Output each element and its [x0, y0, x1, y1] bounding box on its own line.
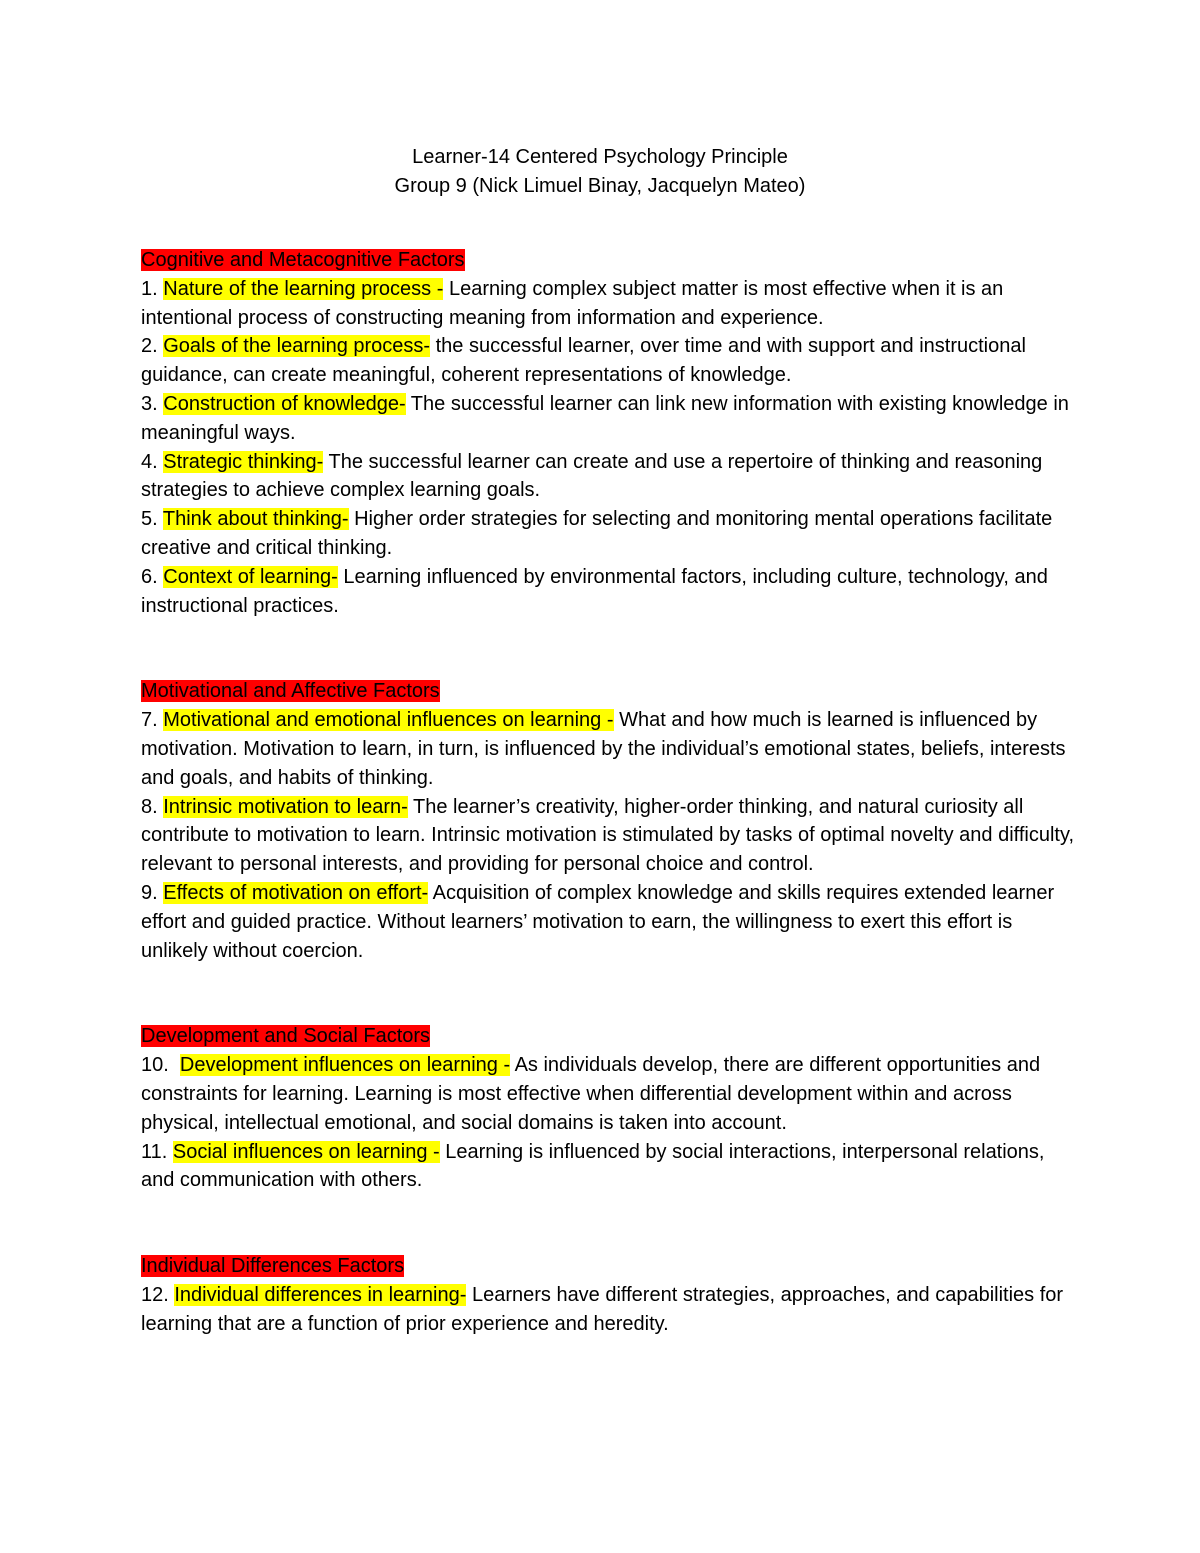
principle-item: [141, 563, 1081, 621]
principle-item: [141, 1281, 1081, 1339]
item-number: 8.: [141, 795, 164, 818]
item-term: Construction of knowledge-: [163, 392, 406, 415]
section-motivational: [141, 677, 1081, 965]
item-text: Higher order strategies for selecting and monitoring mental operations facilitate creative and critical thinking.: [141, 508, 1053, 559]
document-title: Learner-14 Centered Psychology Principle: [412, 146, 788, 168]
item-term: Strategic thinking-: [163, 450, 324, 473]
item-term: Context of learning-: [163, 565, 338, 588]
item-number: 9.: [141, 881, 164, 904]
section-heading: Individual Differences Factors: [141, 1255, 405, 1278]
section-development-social: [141, 1022, 1081, 1195]
principle-item: [141, 1138, 1081, 1196]
item-term: Intrinsic motivation to learn-: [163, 795, 408, 818]
item-term: Think about thinking-: [162, 508, 349, 531]
principle-item: [141, 332, 1081, 390]
item-text: As individuals develop, there are different opportunities and constraints for learning. Learning is most effective when differential development within and across physical, intellectual emotional, and social domains is taken into account.: [141, 1054, 1041, 1134]
item-text: Learning complex subject matter is most effective when it is an intentional process of constructing meaning from information and experience.: [141, 277, 1004, 329]
item-number: 2.: [141, 335, 164, 358]
item-number: 6.: [141, 565, 164, 588]
item-number: 5.: [141, 508, 163, 531]
item-text: Learning influenced by environmental factors, including culture, technology, and instructional practices.: [141, 565, 1048, 617]
item-text: The successful learner can create and use a repertoire of thinking and reasoning strategies to achieve complex learning goals.: [141, 450, 1043, 502]
item-number: 10.: [141, 1054, 180, 1077]
item-term: Nature of the learning process -: [163, 277, 444, 300]
section-heading: Development and Social Factors: [141, 1025, 431, 1048]
item-text: the successful learner, over time and with support and instructional guidance, can create meaningful, coherent representations of knowledge.: [141, 335, 1026, 387]
item-term: Development influences on learning -: [179, 1054, 511, 1077]
item-text: Learners have different strategies, approaches, and capabilities for learning that are a function of prior experience and heredity.: [141, 1283, 1064, 1335]
section-cognitive: [141, 246, 1081, 620]
item-term: Social influences on learning -: [172, 1140, 440, 1163]
principle-item: [141, 706, 1081, 792]
item-number: 11.: [141, 1140, 173, 1163]
principle-item: [141, 275, 1081, 333]
principle-item: [141, 879, 1081, 965]
item-text: The learner’s creativity, higher-order thinking, and natural curiosity all contribute to motivation to learn. Intrinsic motivation is stimulated by tasks of optimal novelty and difficulty, relevant to personal interests, and providing for personal choice and control.: [141, 795, 1075, 876]
principle-item: [141, 1051, 1081, 1137]
item-text: Acquisition of complex knowledge and skills requires extended learner effort and guided practice. Without learners’ motivation to earn, the willingness to exert this effort is unlikely without coercion.: [141, 881, 1055, 962]
item-number: 7.: [141, 709, 164, 732]
section-heading: Motivational and Affective Factors: [141, 680, 440, 703]
item-number: 3.: [141, 392, 164, 415]
item-number: 4.: [141, 450, 164, 473]
document-content: [141, 246, 1081, 1339]
item-text: What and how much is learned is influenced by motivation. Motivation to learn, in turn, is influenced by the individual’s emotional states, beliefs, interests and goals, and habits of thinking.: [141, 709, 1066, 789]
principle-item: [141, 793, 1081, 879]
document-subtitle: Group 9 (Nick Limuel Binay, Jacquelyn Mateo): [394, 175, 806, 197]
item-text: The successful learner can link new information with existing knowledge in meaningful ways.: [141, 392, 1069, 444]
principle-item: [141, 448, 1081, 506]
item-number: 1.: [141, 277, 164, 300]
principle-item: [141, 390, 1081, 448]
item-term: Individual differences in learning-: [174, 1283, 467, 1306]
item-text: Learning is influenced by social interactions, interpersonal relations, and communication with others.: [141, 1140, 1045, 1192]
section-individual-differences: [141, 1252, 1081, 1338]
item-term: Effects of motivation on effort-: [163, 881, 429, 904]
principle-item: [141, 505, 1081, 563]
item-term: Goals of the learning process-: [163, 335, 431, 358]
section-heading: Cognitive and Metacognitive Factors: [141, 249, 465, 271]
item-number: 12.: [141, 1283, 175, 1306]
item-term: Motivational and emotional influences on learning -: [163, 709, 614, 732]
title-block: [0, 143, 1200, 201]
